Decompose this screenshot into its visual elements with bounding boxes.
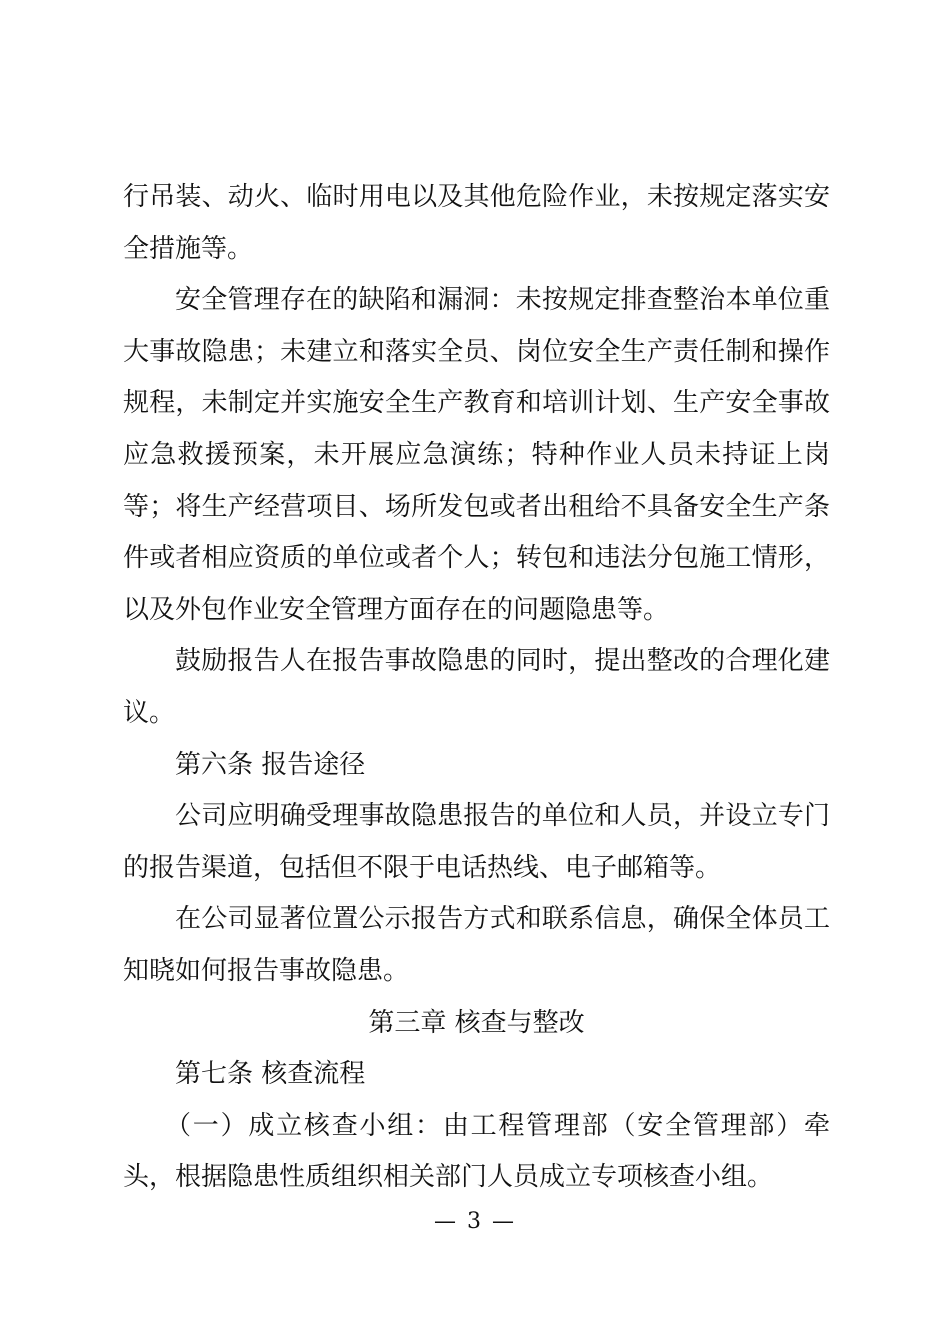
page-number: — 3 — (434, 1209, 516, 1234)
article-seven-heading: 第七条 核查流程 (175, 1059, 366, 1090)
chapter-three-heading: 第三章 核查与整改 (368, 1007, 585, 1038)
article-six-heading: 第六条 报告途径 (175, 749, 366, 780)
paragraph-continuation: 行吊装、动火、临时用电以及其他危险作业，未按规定落实安全措施等。 (123, 182, 830, 264)
paragraph-verification-team: （一）成立核查小组：由工程管理部（安全管理部）牵头，根据隐患性质组织相关部门人员成立专项核查小组。 (123, 1110, 830, 1193)
paragraph-reporting-channels: 公司应明确受理事故隐患报告的单位和人员，并设立专门的报告渠道，包括但不限于电话热线、电子邮箱等。 (123, 801, 830, 883)
document-body (123, 172, 830, 1204)
paragraph-management-defects: 安全管理存在的缺陷和漏洞：未按规定排查整治本单位重大事故隐患；未建立和落实全员、岗位安全生产责任制和操作规程，未制定并实施安全生产教育和培训计划、生产安全事故应急救援预案，未开展应急演练；特种作业人员未持证上岗等；将生产经营项目、场所发包或者出租给不具备安全生产条件或者相应资质的单位或者个人；转包和违法分包施工情形，以及外包作业安全管理方面存在的问题隐患等。 (123, 285, 830, 625)
paragraph-public-notice: 在公司显著位置公示报告方式和联系信息，确保全体员工知晓如何报告事故隐患。 (123, 904, 830, 986)
paragraph-encourage-suggestions: 鼓励报告人在报告事故隐患的同时，提出整改的合理化建议。 (123, 646, 830, 728)
